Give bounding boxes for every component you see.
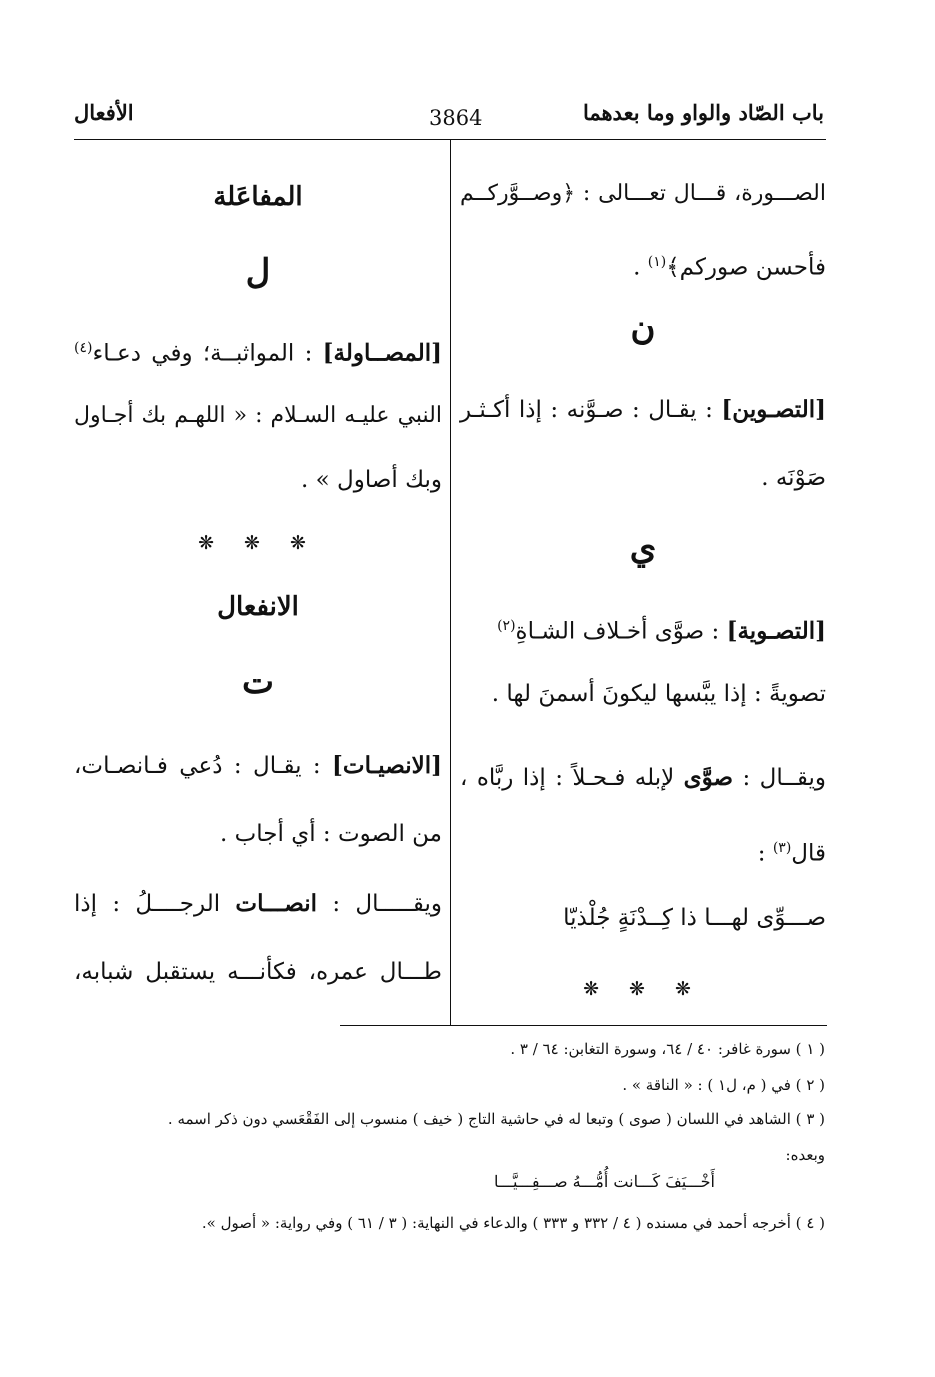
- chapter-heading: المفاعَلة: [213, 182, 303, 212]
- entry-term: [الانصيـات]: [332, 752, 442, 779]
- entry-text: قال: [791, 840, 826, 867]
- entry-definition: : صوَّى أخـلاف الشـاةِ: [515, 618, 727, 645]
- page-number: 3864: [429, 106, 483, 130]
- footnote-ref: (١): [647, 254, 667, 270]
- entry-definition: : يقـال : صـوَّنه : إذا أكـثـر: [460, 397, 722, 423]
- punctuation: .: [633, 254, 648, 281]
- letter-heading-nun: ن: [630, 308, 656, 348]
- entry-taswiya: [497, 606, 826, 652]
- entry-term: [التصـوين]: [721, 396, 826, 423]
- entry-musawala: [74, 328, 442, 374]
- quran-quote-end: فأحسن صوركم﴾: [666, 254, 826, 281]
- entry-tasween: [460, 390, 826, 430]
- entry-text-line: وبك أصاول » .: [301, 467, 442, 493]
- entry-insiyat: [74, 746, 442, 786]
- entry-text-line: [758, 828, 826, 874]
- entry-text-line: [74, 884, 442, 924]
- footnote-ref: (٣): [772, 840, 792, 856]
- section-title: الأفعال: [74, 100, 134, 125]
- footnote-ref: (٤): [74, 340, 93, 356]
- entry-text: ويقـــــال :: [317, 891, 442, 917]
- letter-heading-ta: ت: [241, 662, 274, 702]
- page-header: [74, 100, 824, 140]
- entry-text-line: صَوْنَه .: [761, 465, 826, 491]
- footnote-2: ( ٢ ) في ( م، ل١ ) : « الناقة » .: [622, 1076, 825, 1094]
- entry-text: لإبله فـحـلاً : إذا ربَّاه ،: [460, 765, 684, 791]
- footnote-verse: أَخْـــيَفَ كَـــانت أُمُّـــهُ صـــفِـــيَّـــا: [494, 1172, 715, 1191]
- footnote-rule: [340, 1025, 827, 1026]
- footnote-3-continuation: وبعده:: [785, 1146, 825, 1164]
- entry-text-line: النبي عليـه السـلام : « اللهـم بك أجـاول: [74, 403, 442, 428]
- entry-text-line: طـــال عمره، فكأنـــه يستقبل شبابه،: [74, 959, 442, 985]
- footnote-4: ( ٤ ) أخرجه أحمد في مسنده ( ٤ / ٣٣٢ و ٣٣٣ ) والدعاء في النهاية: ( ٣ / ٦١ ) وفي رواية: « أصول ».: [201, 1214, 825, 1232]
- chapter-heading: الانفعال: [217, 592, 299, 622]
- entry-text: ويقــال :: [733, 765, 826, 791]
- chapter-title: باب الصّاد والواو وما بعدهما: [582, 100, 824, 125]
- footnote-1: ( ١ ) سورة غافر: ٤٠ / ٦٤، وسورة التغابن: ٦٤ / ٣ .: [510, 1040, 825, 1058]
- letter-heading-ya: ي: [629, 528, 657, 568]
- footnote-ref: (٢): [497, 618, 516, 634]
- entry-definition: : المواثبــة؛ وفي دعـاء: [92, 340, 323, 367]
- column-divider: [450, 140, 451, 1025]
- section-separator: ❋ ❋ ❋: [198, 532, 318, 554]
- poetry-verse: صـــوِّى لهـــا ذا كِــدْنَةٍ جُلْذيّا: [563, 905, 826, 931]
- entry-text-line: تصويةً : إذا يبَّسها ليكونَ أسمنَ لها .: [491, 681, 826, 707]
- punctuation: :: [757, 840, 773, 867]
- entry-text-line: من الصوت : أي أجاب .: [220, 821, 442, 847]
- footnote-3: ( ٣ ) الشاهد في اللسان ( صوى ) وتبعا له في حاشية التاج ( خيف ) منسوب إلى الفَقْعَسي دون ذكر اسمه .: [167, 1110, 825, 1128]
- entry-term: [التصـوية]: [726, 617, 826, 645]
- entry-text: الرجــــلُ : إذا: [74, 891, 236, 917]
- entry-text-line: [633, 242, 826, 288]
- entry-definition: : يقـال : دُعي فـانصـات،: [74, 753, 333, 779]
- section-separator: ❋ ❋ ❋: [583, 978, 703, 1000]
- letter-heading-lam: ل: [245, 252, 271, 292]
- entry-term: انصـــات: [235, 890, 318, 917]
- entry-term: صوَّى: [683, 764, 734, 791]
- entry-text-line: الصـــورة، قـــال تعـــالى : ﴿وصــوَّركــم: [460, 181, 826, 206]
- entry-term: [المصــاولة]: [322, 339, 442, 367]
- entry-text-line: [460, 758, 826, 798]
